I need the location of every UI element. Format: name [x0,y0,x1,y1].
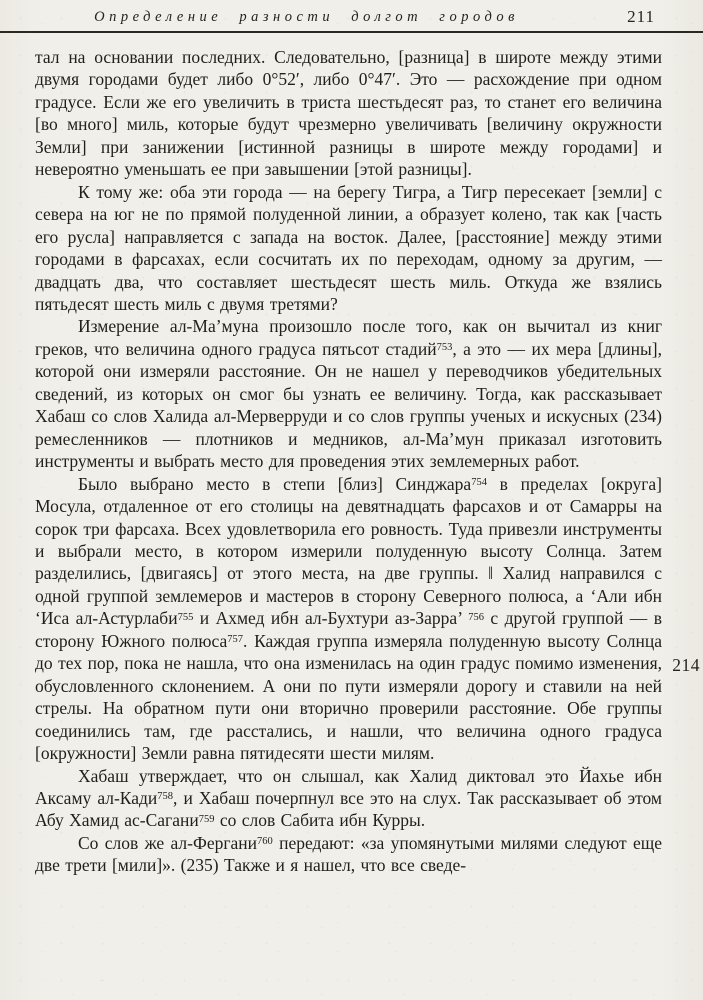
footnote-reference: 760 [257,836,273,848]
footnote-reference: 755 [177,611,194,623]
text-run: Хабаш утверждает, что он слышал, как Халид диктовал это Йахье ибн Аксаму ал-Кади [35,765,662,808]
paragraph [35,315,662,472]
text-run: тал на основании последних. Следовательно, [разница] в широте между этими двумя городами будет либо 0°52′, либо 0°47′. Это — расхождение при одном градусе. Если же его увеличить в триста шестьдесят раз, то станет его величина [во много] миль, которые будут чрезмерно увеличивать [величину окружности Земли] при занижении [истинной разницы в широте между городами] и невероятно уменьшать ее при завышении [этой разницы]. [35,47,662,180]
page-header [0,7,703,31]
text-run: Измерение ал-Ма’муна произошло после того, как он вычитал из книг греков, что величина одного градуса пятьсот стадий [35,316,662,359]
footnote-reference: 753 [436,342,453,354]
paragraph [35,832,662,877]
text-run: Было выбрано место в степи [близ] Синджара [78,473,472,494]
running-title: Определение разности долгот городов [94,9,519,25]
text-run: К тому же: оба эти города — на берегу Тигра, а Тигр пересекает [земли] с севера на юг не по прямой полуденной линии, а образует колено, так как [часть его русла] направляется с запада на восток. Далее, [расстояние] между этими городами в фарсахах, если сосчитать их по переходам, одному за другим, — двадцать два, что составляет шестьдесят шесть миль. Откуда же взялись пятьдесят шесть миль с двумя третями? [35,181,662,314]
text-run: Со слов же ал-Фергани [78,832,258,853]
footnote-reference: 754 [471,476,487,488]
footnote-reference: 759 [198,813,215,825]
text-run: и Ахмед ибн ал-Бухтури аз-Зарра’ [193,608,469,629]
header-rule [0,31,703,33]
paragraph [35,181,662,316]
text-run: , а это — их мера [длины], которой они измеряли расстояние. Он не нашел у переводчиков убедительных сведений, из которых он смог бы узнать ее величину. Тогда, как рассказывает Хабаш со слов Халида ал-Мерверруди и со слов группы ученых и искусных (234) ремесленников — плотников и медников, ал-Ма’мун приказал изготовить инструменты и выбрать место для проведения этих землемерных работ. [35,338,662,472]
footnote-reference: 756 [468,611,484,623]
text-block [35,46,662,877]
text-run: в пределах [округа] Мосула, отдаленное от его столицы на девятнадцать фарсахов и от Самарры на сорок три фарсаха. Всех удовлетворила его ровность. Туда привезли инструменты и выбрали место, в котором измерили полуденную высоту Солнца. Затем разделились, [двигаясь] от этого места, на две группы. ‖ Халид направился с одной группой землемеров и мастеров в сторону Северного полюса, а ‘Али ибн ‘Иса ал-Астурлаби [35,473,662,629]
paragraph [35,765,662,832]
paragraph [35,473,662,765]
text-run: . Каждая группа измеряла полуденную высоту Солнца до тех пор, пока не нашла, что она изменилась на один градус помимо изменения, обусловленного склонением. А они по пути измеряли дорогу и ставили на ней стрелы. На обратном пути они вторично проверили расстояние. Обе группы соединились там, где расстались, и нашли, что величина одного градуса [окружности] Земли равна пятидесяти шести милям. [35,630,663,764]
text-run: со слов Сабита ибн Курры. [214,810,426,831]
paragraph [35,46,662,181]
margin-leaf-number: 214 [672,655,700,675]
text-run: , и Хабаш почерпнул все это на слух. Так рассказывает об этом Абу Хамид ас-Сагани [35,787,662,831]
footnote-reference: 757 [227,634,244,646]
text-run: передают: «за упомянутыми милями следуют еще две трети [мили]». (235) Также и я нашел, что все сведе- [35,832,662,876]
page-number: 211 [627,7,655,26]
text-run: с другой группой — в сторону Южного полюса [35,608,663,651]
footnote-reference: 758 [157,791,174,803]
